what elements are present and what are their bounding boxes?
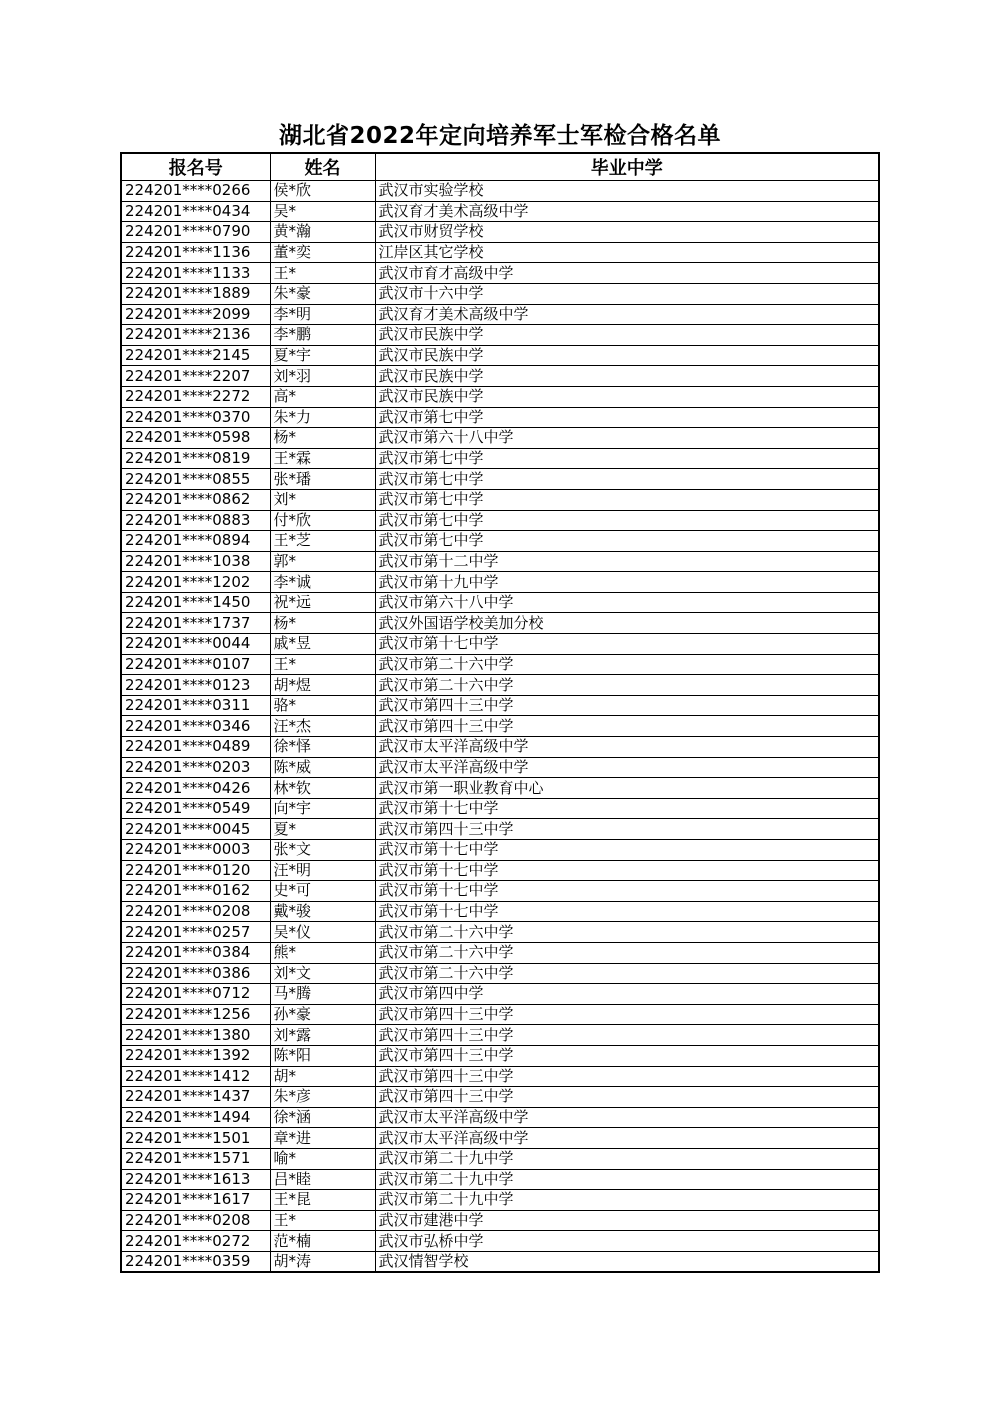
graduation-school-cell: 武汉市第四十三中学 (375, 1025, 879, 1046)
graduation-school-cell: 江岸区其它学校 (375, 242, 879, 263)
document-title: 湖北省2022年定向培养军士军检合格名单 (278, 123, 721, 149)
registration-number-cell: 224201****0107 (121, 654, 270, 675)
name-cell: 汪*明 (270, 860, 375, 881)
graduation-school-cell: 武汉市太平洋高级中学 (375, 1128, 879, 1149)
table-row (121, 489, 879, 510)
name-cell: 李*诚 (270, 572, 375, 593)
table-row (121, 1231, 879, 1252)
name-cell: 夏*宇 (270, 345, 375, 366)
name-cell: 朱*彦 (270, 1087, 375, 1108)
registration-number-cell: 224201****2136 (121, 325, 270, 346)
name-cell: 夏* (270, 819, 375, 840)
registration-number-cell: 224201****0819 (121, 448, 270, 469)
name-cell: 吕*睦 (270, 1169, 375, 1190)
registration-number-cell: 224201****1380 (121, 1025, 270, 1046)
name-cell: 黄*瀚 (270, 222, 375, 243)
name-cell: 张*璠 (270, 469, 375, 490)
name-cell: 李*明 (270, 304, 375, 325)
table-row (121, 1251, 879, 1272)
name-cell: 付*欣 (270, 510, 375, 531)
graduation-school-cell: 武汉市第一职业教育中心 (375, 778, 879, 799)
name-cell: 章*进 (270, 1128, 375, 1149)
graduation-school-cell: 武汉市建港中学 (375, 1210, 879, 1231)
name-cell: 祝*远 (270, 592, 375, 613)
graduation-school-cell: 武汉市第七中学 (375, 489, 879, 510)
registration-number-cell: 224201****0386 (121, 963, 270, 984)
table-row (121, 1107, 879, 1128)
registration-number-cell: 224201****0370 (121, 407, 270, 428)
name-cell: 骆* (270, 695, 375, 716)
table-header (121, 153, 879, 181)
table-row (121, 963, 879, 984)
registration-number-cell: 224201****0123 (121, 675, 270, 696)
table-row (121, 819, 879, 840)
registration-number-cell: 224201****2145 (121, 345, 270, 366)
name-cell: 李*鹏 (270, 325, 375, 346)
registration-number-cell: 224201****0549 (121, 798, 270, 819)
table-row (121, 510, 879, 531)
graduation-school-cell: 武汉市第七中学 (375, 531, 879, 552)
registration-number-cell: 224201****0120 (121, 860, 270, 881)
table-row (121, 1128, 879, 1149)
name-cell: 杨* (270, 428, 375, 449)
header-row (121, 153, 879, 181)
graduation-school-cell: 武汉市十六中学 (375, 283, 879, 304)
graduation-school-cell: 武汉市第四十三中学 (375, 1087, 879, 1108)
graduation-school-cell: 武汉市第十二中学 (375, 551, 879, 572)
graduation-school-cell: 武汉市第四十三中学 (375, 1066, 879, 1087)
name-cell: 刘*露 (270, 1025, 375, 1046)
registration-number-cell: 224201****0894 (121, 531, 270, 552)
name-cell: 史*可 (270, 881, 375, 902)
name-cell: 孙*豪 (270, 1004, 375, 1025)
graduation-school-cell: 武汉市第七中学 (375, 448, 879, 469)
registration-number-cell: 224201****0044 (121, 634, 270, 655)
registration-number-cell: 224201****2099 (121, 304, 270, 325)
graduation-school-cell: 武汉外国语学校美加分校 (375, 613, 879, 634)
graduation-school-cell: 武汉市第二十六中学 (375, 963, 879, 984)
name-cell: 朱*豪 (270, 283, 375, 304)
name-cell: 张*文 (270, 840, 375, 861)
name-cell: 杨* (270, 613, 375, 634)
name-cell: 林*钦 (270, 778, 375, 799)
table-row (121, 901, 879, 922)
registration-number-cell: 224201****0208 (121, 901, 270, 922)
table-row (121, 448, 879, 469)
name-cell: 胡*涛 (270, 1251, 375, 1272)
graduation-school-cell: 武汉市第四十三中学 (375, 1045, 879, 1066)
table-row (121, 283, 879, 304)
name-cell: 戴*骏 (270, 901, 375, 922)
name-cell: 陈*威 (270, 757, 375, 778)
name-cell: 王* (270, 1210, 375, 1231)
header-registration-number: 报名号 (121, 153, 270, 181)
name-cell: 王*昆 (270, 1190, 375, 1211)
registration-number-cell: 224201****0045 (121, 819, 270, 840)
table-row (121, 366, 879, 387)
graduation-school-cell: 武汉育才美术高级中学 (375, 304, 879, 325)
table-row (121, 222, 879, 243)
table-row (121, 1169, 879, 1190)
registration-number-cell: 224201****1737 (121, 613, 270, 634)
registration-number-cell: 224201****0208 (121, 1210, 270, 1231)
table-row (121, 778, 879, 799)
graduation-school-cell: 武汉市第四中学 (375, 984, 879, 1005)
name-cell: 刘* (270, 489, 375, 510)
table-row (121, 386, 879, 407)
table-row (121, 325, 879, 346)
registration-number-cell: 224201****2207 (121, 366, 270, 387)
registration-number-cell: 224201****0434 (121, 201, 270, 222)
registration-number-cell: 224201****1136 (121, 242, 270, 263)
table-row (121, 860, 879, 881)
graduation-school-cell: 武汉市第十七中学 (375, 840, 879, 861)
table-row (121, 942, 879, 963)
registration-number-cell: 224201****1613 (121, 1169, 270, 1190)
graduation-school-cell: 武汉情智学校 (375, 1251, 879, 1272)
table-row (121, 551, 879, 572)
table-row (121, 922, 879, 943)
name-cell: 胡*煜 (270, 675, 375, 696)
registration-number-cell: 224201****0257 (121, 922, 270, 943)
table-body (121, 181, 879, 1273)
registration-number-cell: 224201****0855 (121, 469, 270, 490)
table-row (121, 1087, 879, 1108)
name-cell: 徐*涵 (270, 1107, 375, 1128)
registration-number-cell: 224201****1133 (121, 263, 270, 284)
registration-number-cell: 224201****0712 (121, 984, 270, 1005)
table-row (121, 242, 879, 263)
name-cell: 王* (270, 654, 375, 675)
registration-number-cell: 224201****1392 (121, 1045, 270, 1066)
table-row (121, 181, 879, 202)
graduation-school-cell: 武汉市第七中学 (375, 510, 879, 531)
name-cell: 刘*文 (270, 963, 375, 984)
name-cell: 向*宇 (270, 798, 375, 819)
registration-number-cell: 224201****1412 (121, 1066, 270, 1087)
registration-number-cell: 224201****0346 (121, 716, 270, 737)
qualified-list-table (120, 152, 880, 1273)
registration-number-cell: 224201****0311 (121, 695, 270, 716)
table-row (121, 798, 879, 819)
name-cell: 朱*力 (270, 407, 375, 428)
table-row (121, 675, 879, 696)
registration-number-cell: 224201****1038 (121, 551, 270, 572)
graduation-school-cell: 武汉市第二十六中学 (375, 942, 879, 963)
registration-number-cell: 224201****0883 (121, 510, 270, 531)
name-cell: 王*芝 (270, 531, 375, 552)
registration-number-cell: 224201****1617 (121, 1190, 270, 1211)
registration-number-cell: 224201****1450 (121, 592, 270, 613)
graduation-school-cell: 武汉市民族中学 (375, 386, 879, 407)
name-cell: 陈*阳 (270, 1045, 375, 1066)
graduation-school-cell: 武汉市第十七中学 (375, 634, 879, 655)
graduation-school-cell: 武汉市第二十九中学 (375, 1169, 879, 1190)
registration-number-cell: 224201****1256 (121, 1004, 270, 1025)
table-row (121, 1210, 879, 1231)
table-row (121, 654, 879, 675)
registration-number-cell: 224201****0862 (121, 489, 270, 510)
name-cell: 徐*怿 (270, 737, 375, 758)
table-row (121, 1066, 879, 1087)
table-row (121, 345, 879, 366)
table-row (121, 984, 879, 1005)
table-row (121, 840, 879, 861)
table-row (121, 1148, 879, 1169)
name-cell: 戚*昱 (270, 634, 375, 655)
table-row (121, 407, 879, 428)
table-row (121, 881, 879, 902)
name-cell: 喻* (270, 1148, 375, 1169)
table-row (121, 531, 879, 552)
graduation-school-cell: 武汉市第十七中学 (375, 860, 879, 881)
name-cell: 高* (270, 386, 375, 407)
table-row (121, 263, 879, 284)
table-row (121, 428, 879, 449)
table-row (121, 716, 879, 737)
table-row (121, 634, 879, 655)
table-row (121, 592, 879, 613)
graduation-school-cell: 武汉市民族中学 (375, 345, 879, 366)
graduation-school-cell: 武汉市育才高级中学 (375, 263, 879, 284)
graduation-school-cell: 武汉市第六十八中学 (375, 428, 879, 449)
registration-number-cell: 224201****1571 (121, 1148, 270, 1169)
registration-number-cell: 224201****1501 (121, 1128, 270, 1149)
header-name: 姓名 (270, 153, 375, 181)
registration-number-cell: 224201****0489 (121, 737, 270, 758)
registration-number-cell: 224201****1889 (121, 283, 270, 304)
graduation-school-cell: 武汉市第七中学 (375, 469, 879, 490)
registration-number-cell: 224201****0272 (121, 1231, 270, 1252)
table-row (121, 572, 879, 593)
registration-number-cell: 224201****0203 (121, 757, 270, 778)
registration-number-cell: 224201****2272 (121, 386, 270, 407)
graduation-school-cell: 武汉市第四十三中学 (375, 819, 879, 840)
name-cell: 吴* (270, 201, 375, 222)
name-cell: 熊* (270, 942, 375, 963)
graduation-school-cell: 武汉市太平洋高级中学 (375, 737, 879, 758)
graduation-school-cell: 武汉市第二十六中学 (375, 922, 879, 943)
table-row (121, 1045, 879, 1066)
graduation-school-cell: 武汉市民族中学 (375, 366, 879, 387)
registration-number-cell: 224201****0790 (121, 222, 270, 243)
table-row (121, 757, 879, 778)
name-cell: 马*腾 (270, 984, 375, 1005)
graduation-school-cell: 武汉育才美术高级中学 (375, 201, 879, 222)
registration-number-cell: 224201****0003 (121, 840, 270, 861)
graduation-school-cell: 武汉市实验学校 (375, 181, 879, 202)
graduation-school-cell: 武汉市第七中学 (375, 407, 879, 428)
graduation-school-cell: 武汉市第四十三中学 (375, 695, 879, 716)
name-cell: 吴*仪 (270, 922, 375, 943)
registration-number-cell: 224201****0266 (121, 181, 270, 202)
graduation-school-cell: 武汉市弘桥中学 (375, 1231, 879, 1252)
graduation-school-cell: 武汉市第十九中学 (375, 572, 879, 593)
graduation-school-cell: 武汉市第十七中学 (375, 798, 879, 819)
table-row (121, 201, 879, 222)
name-cell: 范*楠 (270, 1231, 375, 1252)
graduation-school-cell: 武汉市第六十八中学 (375, 592, 879, 613)
graduation-school-cell: 武汉市第二十六中学 (375, 654, 879, 675)
table-row (121, 304, 879, 325)
graduation-school-cell: 武汉市太平洋高级中学 (375, 1107, 879, 1128)
table-row (121, 1025, 879, 1046)
registration-number-cell: 224201****1202 (121, 572, 270, 593)
table-row (121, 1004, 879, 1025)
table-row (121, 613, 879, 634)
registration-number-cell: 224201****0384 (121, 942, 270, 963)
name-cell: 胡* (270, 1066, 375, 1087)
graduation-school-cell: 武汉市太平洋高级中学 (375, 757, 879, 778)
name-cell: 侯*欣 (270, 181, 375, 202)
name-cell: 汪*杰 (270, 716, 375, 737)
name-cell: 郭* (270, 551, 375, 572)
graduation-school-cell: 武汉市第二十九中学 (375, 1190, 879, 1211)
name-cell: 董*奕 (270, 242, 375, 263)
table-row (121, 1190, 879, 1211)
graduation-school-cell: 武汉市第二十九中学 (375, 1148, 879, 1169)
name-cell: 王*霖 (270, 448, 375, 469)
registration-number-cell: 224201****0426 (121, 778, 270, 799)
registration-number-cell: 224201****0598 (121, 428, 270, 449)
graduation-school-cell: 武汉市第四十三中学 (375, 1004, 879, 1025)
graduation-school-cell: 武汉市第四十三中学 (375, 716, 879, 737)
registration-number-cell: 224201****0162 (121, 881, 270, 902)
graduation-school-cell: 武汉市第十七中学 (375, 901, 879, 922)
graduation-school-cell: 武汉市第十七中学 (375, 881, 879, 902)
graduation-school-cell: 武汉市财贸学校 (375, 222, 879, 243)
registration-number-cell: 224201****1494 (121, 1107, 270, 1128)
registration-number-cell: 224201****1437 (121, 1087, 270, 1108)
name-cell: 刘*羽 (270, 366, 375, 387)
graduation-school-cell: 武汉市第二十六中学 (375, 675, 879, 696)
name-cell: 王* (270, 263, 375, 284)
table-row (121, 469, 879, 490)
graduation-school-cell: 武汉市民族中学 (375, 325, 879, 346)
table-row (121, 695, 879, 716)
table-row (121, 737, 879, 758)
registration-number-cell: 224201****0359 (121, 1251, 270, 1272)
header-graduation-school: 毕业中学 (375, 153, 879, 181)
